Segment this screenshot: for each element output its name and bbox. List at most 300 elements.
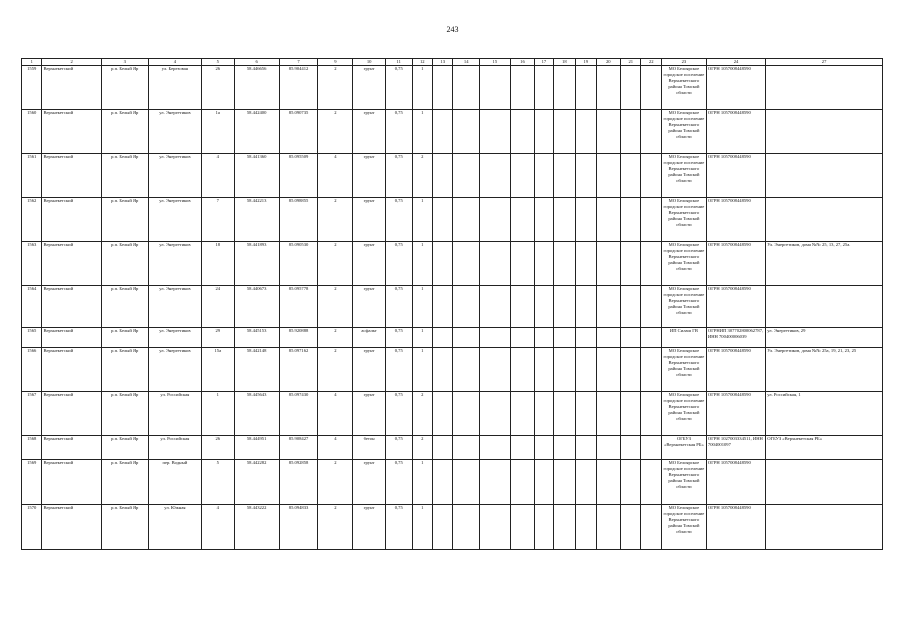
table-cell: 24 bbox=[201, 286, 234, 328]
table-cell bbox=[432, 110, 452, 154]
table-cell bbox=[453, 242, 480, 286]
table-cell: 4 bbox=[318, 436, 353, 460]
table-cell: Верхнекетский bbox=[42, 286, 101, 328]
table-cell bbox=[553, 66, 575, 110]
table-cell bbox=[641, 348, 661, 392]
table-cell bbox=[480, 110, 511, 154]
table-cell bbox=[553, 110, 575, 154]
column-header: 24 bbox=[706, 59, 765, 66]
table-cell bbox=[510, 110, 535, 154]
table-cell bbox=[453, 505, 480, 550]
table-cell: 1560 bbox=[22, 110, 42, 154]
table-cell bbox=[576, 436, 596, 460]
table-cell: ОГРНИП 307702800062787, ИНН 700400006039 bbox=[706, 328, 765, 348]
table-cell: 85.095509 bbox=[279, 154, 318, 198]
table-cell: 4 bbox=[318, 392, 353, 436]
column-header: 22 bbox=[641, 59, 661, 66]
table-row bbox=[22, 348, 883, 392]
table-cell: 2 bbox=[412, 392, 432, 436]
table-cell bbox=[432, 198, 452, 242]
table-cell bbox=[432, 460, 452, 505]
table-row bbox=[22, 460, 883, 505]
table-cell: МО Белоярское городское поселение Верхнекетского района Томской области bbox=[661, 110, 706, 154]
table-cell: ул. Энергетиков bbox=[148, 154, 201, 198]
table-cell bbox=[766, 66, 883, 110]
table-cell: 1 bbox=[412, 242, 432, 286]
table-row bbox=[22, 110, 883, 154]
table-cell: 2 bbox=[318, 348, 353, 392]
column-header: 20 bbox=[596, 59, 621, 66]
table-cell: грунт bbox=[353, 110, 386, 154]
table-cell bbox=[535, 505, 553, 550]
table-cell bbox=[596, 505, 621, 550]
table-cell: 1 bbox=[412, 66, 432, 110]
table-cell: МО Белоярское городское поселение Верхнекетского района Томской области bbox=[661, 348, 706, 392]
table-cell bbox=[641, 505, 661, 550]
table-cell: Верхнекетский bbox=[42, 242, 101, 286]
table-cell bbox=[641, 154, 661, 198]
table-cell: ИП Силаш ГВ bbox=[661, 328, 706, 348]
table-cell: 58.442213 bbox=[234, 198, 279, 242]
page-number: 243 bbox=[446, 25, 459, 34]
table-cell bbox=[553, 198, 575, 242]
table-cell: ОГРН 1057008448590 bbox=[706, 110, 765, 154]
table-header-row bbox=[22, 59, 883, 66]
column-header: 15 bbox=[480, 59, 511, 66]
column-header: 14 bbox=[453, 59, 480, 66]
table-cell bbox=[553, 286, 575, 328]
table-cell: р.п. Белый Яр bbox=[101, 348, 148, 392]
table-cell: ОГРН 1057008448590 bbox=[706, 392, 765, 436]
table-cell bbox=[480, 286, 511, 328]
table-cell: 1 bbox=[201, 392, 234, 436]
table-cell bbox=[596, 328, 621, 348]
table-cell bbox=[596, 66, 621, 110]
column-header: 4 bbox=[148, 59, 201, 66]
table-cell: Верхнекетский bbox=[42, 110, 101, 154]
column-header: 16 bbox=[510, 59, 535, 66]
table-cell: грунт bbox=[353, 392, 386, 436]
table-cell: Верхнекетский bbox=[42, 198, 101, 242]
column-header: 10 bbox=[353, 59, 386, 66]
table-cell: 1561 bbox=[22, 154, 42, 198]
table-row bbox=[22, 66, 883, 110]
table-cell: 1 bbox=[412, 110, 432, 154]
table-cell bbox=[766, 154, 883, 198]
table-cell bbox=[453, 198, 480, 242]
table-cell: МО Белоярское городское поселение Верхнекетского района Томской области bbox=[661, 460, 706, 505]
table-cell bbox=[621, 110, 641, 154]
table-cell: 85.094833 bbox=[279, 505, 318, 550]
table-cell: 2 bbox=[318, 328, 353, 348]
table-cell bbox=[510, 242, 535, 286]
table-cell bbox=[480, 436, 511, 460]
table-cell bbox=[621, 286, 641, 328]
table-row bbox=[22, 436, 883, 460]
table-cell bbox=[621, 328, 641, 348]
table-cell bbox=[596, 460, 621, 505]
table-cell: ОГРН 1027003334511, ИНН 7004001097 bbox=[706, 436, 765, 460]
table-cell bbox=[553, 505, 575, 550]
table-cell: р.п. Белый Яр bbox=[101, 392, 148, 436]
column-header: 17 bbox=[535, 59, 553, 66]
table-cell bbox=[432, 66, 452, 110]
table-cell: ул. Российская bbox=[148, 436, 201, 460]
table-cell bbox=[576, 286, 596, 328]
table-cell bbox=[553, 460, 575, 505]
table-cell bbox=[576, 198, 596, 242]
table-cell: Верхнекетский bbox=[42, 348, 101, 392]
table-cell: 58.443222 bbox=[234, 505, 279, 550]
table-cell: 1569 bbox=[22, 460, 42, 505]
table-cell bbox=[576, 348, 596, 392]
table-cell bbox=[432, 154, 452, 198]
table-cell bbox=[453, 286, 480, 328]
table-cell bbox=[535, 66, 553, 110]
table-cell: 2 bbox=[318, 505, 353, 550]
table-cell: 0,75 bbox=[385, 242, 412, 286]
table-cell: р.п. Белый Яр bbox=[101, 460, 148, 505]
table-cell: ул. Энергетиков bbox=[148, 348, 201, 392]
table-cell: МО Белоярское городское поселение Верхнекетского района Томской области bbox=[661, 392, 706, 436]
table-cell bbox=[453, 392, 480, 436]
table-cell: 18 bbox=[201, 242, 234, 286]
table-cell: 85.095778 bbox=[279, 286, 318, 328]
table-cell bbox=[453, 154, 480, 198]
column-header: 5 bbox=[201, 59, 234, 66]
table-cell: 0,75 bbox=[385, 328, 412, 348]
table-cell: ОГРН 1057008448590 bbox=[706, 286, 765, 328]
table-cell bbox=[535, 436, 553, 460]
table-cell bbox=[453, 328, 480, 348]
table-cell bbox=[596, 154, 621, 198]
table-row bbox=[22, 198, 883, 242]
table-cell bbox=[510, 198, 535, 242]
table-cell bbox=[510, 66, 535, 110]
column-header: 18 bbox=[553, 59, 575, 66]
table-cell bbox=[766, 505, 883, 550]
table-cell: 58.444951 bbox=[234, 436, 279, 460]
table-cell bbox=[641, 328, 661, 348]
table-cell bbox=[510, 348, 535, 392]
table-cell bbox=[510, 328, 535, 348]
table-cell: бетон bbox=[353, 436, 386, 460]
table-cell: асфальт bbox=[353, 328, 386, 348]
table-cell: 58.440673 bbox=[234, 286, 279, 328]
table-cell bbox=[510, 505, 535, 550]
table-cell: грунт bbox=[353, 198, 386, 242]
table-row bbox=[22, 392, 883, 436]
table-cell: р.п. Белый Яр bbox=[101, 505, 148, 550]
table-cell: 85.920888 bbox=[279, 328, 318, 348]
table-cell: 2 bbox=[318, 286, 353, 328]
column-header: 27 bbox=[766, 59, 883, 66]
table-cell bbox=[453, 348, 480, 392]
table-cell bbox=[621, 154, 641, 198]
table-cell bbox=[596, 286, 621, 328]
table-cell: ул. Энергетиков bbox=[148, 110, 201, 154]
table-cell bbox=[432, 328, 452, 348]
table-cell bbox=[641, 436, 661, 460]
table-cell: грунт bbox=[353, 66, 386, 110]
table-cell: 58.441893 bbox=[234, 242, 279, 286]
table-cell: 0,75 bbox=[385, 436, 412, 460]
table-cell bbox=[535, 348, 553, 392]
table-cell: р.п. Белый Яр bbox=[101, 110, 148, 154]
table-cell bbox=[480, 328, 511, 348]
table-cell: р.п. Белый Яр bbox=[101, 328, 148, 348]
table-cell bbox=[535, 392, 553, 436]
table-cell: Верхнекетский bbox=[42, 505, 101, 550]
table-cell: МО Белоярское городское поселение Верхнекетского района Томской области bbox=[661, 505, 706, 550]
column-header: 13 bbox=[432, 59, 452, 66]
table-cell bbox=[480, 505, 511, 550]
table-cell: 1 bbox=[412, 348, 432, 392]
table-cell: 1565 bbox=[22, 328, 42, 348]
table-cell bbox=[553, 392, 575, 436]
table-cell: 26 bbox=[201, 66, 234, 110]
table-cell: ул. Энергетиков bbox=[148, 198, 201, 242]
column-header: 2 bbox=[42, 59, 101, 66]
table-cell bbox=[553, 328, 575, 348]
table-cell bbox=[596, 392, 621, 436]
table-cell: 1566 bbox=[22, 348, 42, 392]
table-cell bbox=[432, 505, 452, 550]
table-cell: 0,75 bbox=[385, 286, 412, 328]
table-cell bbox=[453, 460, 480, 505]
table-cell bbox=[510, 436, 535, 460]
table-cell: 1564 bbox=[22, 286, 42, 328]
table-row bbox=[22, 242, 883, 286]
column-header: 23 bbox=[661, 59, 706, 66]
table-cell bbox=[621, 392, 641, 436]
table-cell: 2 bbox=[318, 198, 353, 242]
table-cell: ОГБУЗ «Верхнекетская РБ» bbox=[661, 436, 706, 460]
table-cell: 5 bbox=[201, 460, 234, 505]
table-cell bbox=[535, 242, 553, 286]
table-cell bbox=[535, 286, 553, 328]
table-cell bbox=[535, 110, 553, 154]
column-header: 21 bbox=[621, 59, 641, 66]
table-cell: Верхнекетский bbox=[42, 436, 101, 460]
table-cell bbox=[641, 460, 661, 505]
table-cell bbox=[553, 242, 575, 286]
table-cell: грунт bbox=[353, 460, 386, 505]
table-cell: ул. Южная bbox=[148, 505, 201, 550]
table-cell: 4 bbox=[201, 154, 234, 198]
table-row bbox=[22, 286, 883, 328]
table-cell: 58.445153 bbox=[234, 328, 279, 348]
table-cell: 1 bbox=[412, 505, 432, 550]
table-cell bbox=[596, 436, 621, 460]
table-cell: р.п. Белый Яр bbox=[101, 154, 148, 198]
table-cell bbox=[641, 66, 661, 110]
table-cell: ОГРН 1057008448590 bbox=[706, 348, 765, 392]
table-cell: 58.442400 bbox=[234, 110, 279, 154]
table-cell: 1 bbox=[412, 286, 432, 328]
table-cell bbox=[641, 198, 661, 242]
table-cell: грунт bbox=[353, 505, 386, 550]
table-row bbox=[22, 154, 883, 198]
table-cell bbox=[535, 198, 553, 242]
table-cell: р.п. Белый Яр bbox=[101, 242, 148, 286]
table-cell: 7 bbox=[201, 198, 234, 242]
table-cell: 1 bbox=[412, 198, 432, 242]
table-cell: ул. Энергетиков bbox=[148, 328, 201, 348]
table-cell: Ул. Энергетиков, дома №№ 25, 13, 27, 25а. bbox=[766, 242, 883, 286]
table-cell: 26 bbox=[201, 436, 234, 460]
table-cell bbox=[641, 110, 661, 154]
table-cell: 1559 bbox=[22, 66, 42, 110]
table-cell bbox=[480, 66, 511, 110]
table-cell bbox=[510, 460, 535, 505]
table-cell: грунт bbox=[353, 154, 386, 198]
table-cell: 85.904412 bbox=[279, 66, 318, 110]
table-cell: р.п. Белый Яр bbox=[101, 66, 148, 110]
table-cell: 0,75 bbox=[385, 198, 412, 242]
table-cell: МО Белоярское городское поселение Верхнекетского района Томской области bbox=[661, 198, 706, 242]
table-cell bbox=[576, 328, 596, 348]
table-cell bbox=[766, 286, 883, 328]
table-cell: пер. Водный bbox=[148, 460, 201, 505]
table-cell bbox=[480, 348, 511, 392]
table-cell bbox=[621, 460, 641, 505]
table-cell: Верхнекетский bbox=[42, 66, 101, 110]
table-cell: 1 bbox=[412, 328, 432, 348]
table-cell: ул. Российская, 1 bbox=[766, 392, 883, 436]
table-cell bbox=[480, 392, 511, 436]
table-cell: 15а bbox=[201, 348, 234, 392]
table-cell: ОГРН 1057008448590 bbox=[706, 198, 765, 242]
table-cell bbox=[621, 505, 641, 550]
table-cell: 2 bbox=[318, 66, 353, 110]
table-cell bbox=[432, 348, 452, 392]
table-cell: 0,75 bbox=[385, 66, 412, 110]
table-cell bbox=[432, 392, 452, 436]
column-header: 9 bbox=[318, 59, 353, 66]
table-cell: 58.445643 bbox=[234, 392, 279, 436]
table-cell: 85.098855 bbox=[279, 198, 318, 242]
table-cell: 1563 bbox=[22, 242, 42, 286]
table-cell: 0,75 bbox=[385, 154, 412, 198]
table-cell: р.п. Белый Яр bbox=[101, 436, 148, 460]
table-cell bbox=[641, 242, 661, 286]
table-cell: 1567 bbox=[22, 392, 42, 436]
table-cell: МО Белоярское городское поселение Верхнекетского района Томской области bbox=[661, 242, 706, 286]
table-cell bbox=[576, 392, 596, 436]
column-header: 19 bbox=[576, 59, 596, 66]
table-cell bbox=[641, 286, 661, 328]
table-cell bbox=[576, 154, 596, 198]
table-cell bbox=[432, 436, 452, 460]
table-cell bbox=[553, 348, 575, 392]
table-cell bbox=[535, 460, 553, 505]
table-cell: грунт bbox=[353, 242, 386, 286]
table-cell bbox=[432, 242, 452, 286]
table-cell bbox=[510, 392, 535, 436]
table-cell bbox=[453, 110, 480, 154]
table-cell bbox=[576, 242, 596, 286]
table-cell: 0,75 bbox=[385, 348, 412, 392]
table-cell bbox=[621, 198, 641, 242]
table-cell: 85.097162 bbox=[279, 348, 318, 392]
table-cell: р.п. Белый Яр bbox=[101, 286, 148, 328]
table-cell: МО Белоярское городское поселение Верхнекетского района Томской области bbox=[661, 286, 706, 328]
table-cell bbox=[453, 66, 480, 110]
table-cell: 29 bbox=[201, 328, 234, 348]
table-cell bbox=[553, 436, 575, 460]
column-header: 12 bbox=[412, 59, 432, 66]
column-header: 11 bbox=[385, 59, 412, 66]
table-cell bbox=[766, 460, 883, 505]
table-cell: ОГРН 1057008448590 bbox=[706, 154, 765, 198]
table-cell: ОГРН 1057008448590 bbox=[706, 242, 765, 286]
table-cell bbox=[510, 286, 535, 328]
table-cell bbox=[480, 460, 511, 505]
table-cell: 0,75 bbox=[385, 110, 412, 154]
table-cell: 1 bbox=[412, 460, 432, 505]
register-table bbox=[21, 58, 883, 550]
table-cell bbox=[510, 154, 535, 198]
table-cell bbox=[621, 242, 641, 286]
table-cell: МО Белоярское городское поселение Верхнекетского района Томской области bbox=[661, 66, 706, 110]
table-cell: ОГРН 1057008448590 bbox=[706, 66, 765, 110]
table-cell: Верхнекетский bbox=[42, 392, 101, 436]
table-cell bbox=[576, 505, 596, 550]
table-cell bbox=[766, 110, 883, 154]
table-cell bbox=[766, 198, 883, 242]
table-cell: 85.092858 bbox=[279, 460, 318, 505]
table-cell: ул. Российская bbox=[148, 392, 201, 436]
table-cell: 85.908427 bbox=[279, 436, 318, 460]
table-cell: Ул. Энергетиков, дома №№ 25а, 19, 21, 23, 25 bbox=[766, 348, 883, 392]
column-header: 1 bbox=[22, 59, 42, 66]
table-cell: ОГРН 1057008448590 bbox=[706, 460, 765, 505]
table-cell: 1568 bbox=[22, 436, 42, 460]
table-cell: ул. Энергетиков bbox=[148, 286, 201, 328]
table-cell bbox=[535, 328, 553, 348]
table-cell bbox=[621, 436, 641, 460]
table-cell bbox=[480, 242, 511, 286]
table-cell: Верхнекетский bbox=[42, 460, 101, 505]
column-header: 6 bbox=[234, 59, 279, 66]
table-cell: 0,75 bbox=[385, 460, 412, 505]
table-cell: 1570 bbox=[22, 505, 42, 550]
table-cell bbox=[576, 460, 596, 505]
table-cell: ул. Энергетиков, 29 bbox=[766, 328, 883, 348]
table-cell: 58.441360 bbox=[234, 154, 279, 198]
table-cell: 2 bbox=[318, 110, 353, 154]
table-cell bbox=[596, 348, 621, 392]
table-cell bbox=[596, 110, 621, 154]
table-cell bbox=[480, 154, 511, 198]
table-cell: грунт bbox=[353, 286, 386, 328]
table-cell: Верхнекетский bbox=[42, 154, 101, 198]
table-cell: ул. Энергетиков bbox=[148, 242, 201, 286]
table-cell: МО Белоярское городское поселение Верхнекетского района Томской области bbox=[661, 154, 706, 198]
table-cell: 58.442282 bbox=[234, 460, 279, 505]
table-cell bbox=[621, 66, 641, 110]
table-cell: 4 bbox=[201, 505, 234, 550]
table-cell: 4 bbox=[318, 154, 353, 198]
table-cell bbox=[480, 198, 511, 242]
table-cell bbox=[535, 154, 553, 198]
table-row bbox=[22, 328, 883, 348]
table-cell: 85.090735 bbox=[279, 110, 318, 154]
table-cell bbox=[596, 198, 621, 242]
table-cell bbox=[596, 242, 621, 286]
table-cell: ул. Березовая bbox=[148, 66, 201, 110]
